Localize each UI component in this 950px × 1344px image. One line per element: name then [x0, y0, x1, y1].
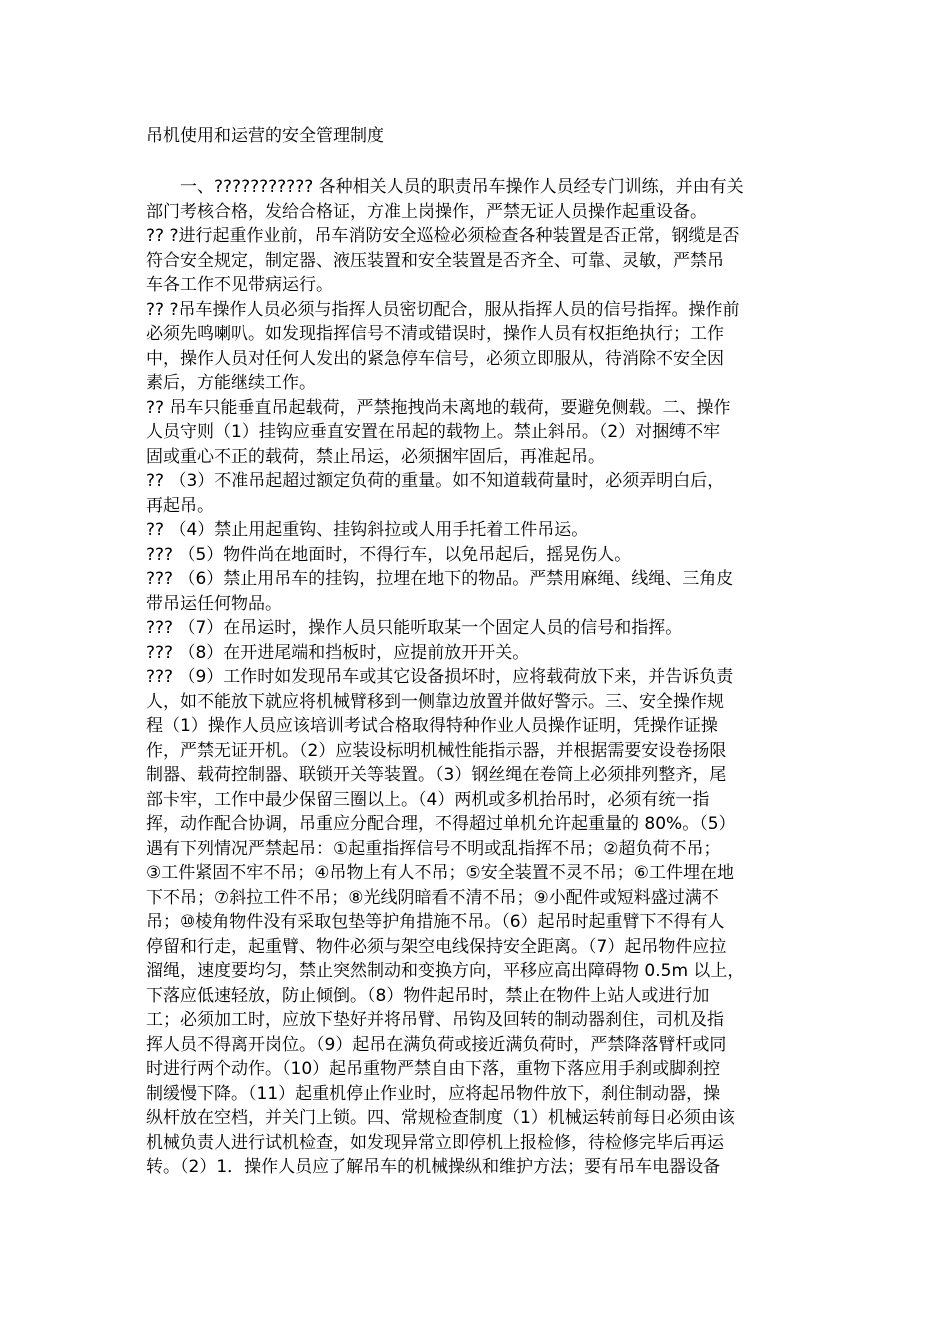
- body-line: 部门考核合格，发给合格证，方准上岗操作，严禁无证人员操作起重设备。: [146, 201, 707, 222]
- body-line: 下不吊；⑦斜拉工件不吊；⑧光线阴暗看不清不吊；⑨小配件或短料盛过满不: [146, 887, 719, 908]
- body-line: ?? ?进行起重作业前，吊车消防安全巡检必须检查各种装置是否正常，钢缆是否: [146, 226, 740, 246]
- body-line: ??? （6）禁止用吊车的挂钩，拉埋在地下的物品。严禁用麻绳、线绳、三角皮: [146, 569, 734, 589]
- body-line: 挥，动作配合协调，吊重应分配合理，不得超过单机允许起重量的 80%。（5）: [146, 814, 736, 834]
- body-line: 挥人员不得离开岗位。（9）起吊在满负荷或接近满负荷时，严禁降落臂杆或同: [146, 1034, 727, 1055]
- body-line: 工；必须加工时，应放下垫好并将吊臂、吊钩及回转的制动器刹住，司机及指: [146, 1010, 724, 1030]
- document-body: [146, 175, 806, 1180]
- body-line: 车各工作不见带病运行。: [146, 275, 333, 295]
- body-line: 制器、载荷控制器、联锁开关等装置。（3）钢丝绳在卷筒上必须排列整齐，尾: [146, 765, 727, 785]
- body-line: 下落应低速轻放，防止倾倒。（8）物件起吊时，禁止在物件上站人或进行加: [146, 985, 710, 1006]
- body-line: ??? （8）在开进尾端和挡板时，应提前放开开关。: [146, 642, 530, 663]
- body-line: 吊；⑩棱角物件没有采取包垫等护角措施不吊。（6）起吊时起重臂下不得有人: [146, 912, 725, 932]
- body-line: 作，严禁无证开机。（2）应装设标明机械性能指示器，并根据需要安设卷扬限: [146, 740, 727, 761]
- body-line: 人，如不能放下就应将机械臂移到一侧靠边放置并做好警示。三、安全操作规: [146, 691, 724, 712]
- body-line: 符合安全规定，制定器、液压装置和安全装置是否齐全、可靠、灵敏，严禁吊: [146, 250, 724, 271]
- body-line: 必须先鸣喇叭。如发现指挥信号不清或错误时，操作人员有权拒绝执行；工作: [146, 324, 724, 344]
- body-line: 带吊运任何物品。: [146, 593, 282, 614]
- body-line: 再起吊。: [146, 495, 214, 516]
- body-line: 纵杆放在空档，并关门上锁。四、常规检查制度（1）机械运转前每日必须由该: [146, 1108, 735, 1128]
- body-line: 人员守则（1）挂钩应垂直安置在吊起的载物上。禁止斜吊。（2）对捆缚不牢: [146, 422, 721, 442]
- body-line: ③工件紧固不牢不吊；④吊物上有人不吊；⑤安全装置不灵不吊；⑥工件埋在地: [146, 863, 734, 883]
- body-line: 停留和行走，起重臂、物件必须与架空电线保持安全距离。（7）起吊物件应拉: [146, 936, 727, 957]
- document-title: 吊机使用和运营的安全管理制度: [146, 126, 384, 146]
- body-line: 固或重心不正的载荷，禁止吊运，必须捆牢固后，再准起吊。: [146, 446, 605, 467]
- body-line: 程（1）操作人员应该培训考试合格取得特种作业人员操作证明，凭操作证操: [146, 716, 718, 736]
- body-line: ??? （5）物件尚在地面时，不得行车，以免吊起后，摇晃伤人。: [146, 544, 632, 565]
- body-line: ?? 吊车只能垂直吊起载荷，严禁拖拽尚未离地的载荷，要避免侧载。二、操作: [146, 397, 731, 418]
- body-line: 素后，方能继续工作。: [146, 373, 316, 393]
- body-line: ?? ?吊车操作人员必须与指挥人员密切配合，服从指挥人员的信号指挥。操作前: [146, 299, 740, 320]
- body-line: 一、??????????? 各种相关人员的职责吊车操作人员经专门训练，并由有关: [180, 177, 744, 197]
- body-line: 遇有下列情况严禁起吊：①起重指挥信号不明或乱指挥不吊；②超负荷不吊；: [146, 838, 721, 859]
- body-line: 制缓慢下降。（11）起重机停止作业时，应将起吊物件放下，刹住制动器，操: [146, 1083, 721, 1104]
- body-line: ?? （4）禁止用起重钩、挂钩斜拉或人用手托着工件吊运。: [146, 520, 589, 540]
- body-line: 机械负责人进行试机检查，如发现异常立即停机上报检修，待检修完毕后再运: [146, 1132, 724, 1153]
- body-line: ?? （3）不准吊起超过额定负荷的重量。如不知道载荷量时，必须弄明白后，: [146, 471, 725, 491]
- body-line: 溜绳，速度要均匀，禁止突然制动和变换方向，平移应高出障碍物 0.5m 以上，: [146, 961, 745, 981]
- body-line: 时进行两个动作。（10）起吊重物严禁自由下落，重物下落应用手刹或脚刹控: [146, 1059, 721, 1079]
- body-line: 转。（2）1．操作人员应了解吊车的机械操纵和维护方法；要有吊车电器设备: [146, 1157, 721, 1177]
- body-line: 部卡牢，工作中最少保留三圈以上。（4）两机或多机抬吊时，必须有统一指: [146, 789, 710, 810]
- body-line: 中，操作人员对任何人发出的紧急停车信号，必须立即服从，待消除不安全因: [146, 348, 724, 369]
- body-line: ??? （9）工作时如发现吊车或其它设备损坏时，应将载荷放下来，并告诉负责: [146, 667, 734, 687]
- body-line: ??? （7）在吊运时，操作人员只能听取某一个固定人员的信号和指挥。: [146, 618, 683, 638]
